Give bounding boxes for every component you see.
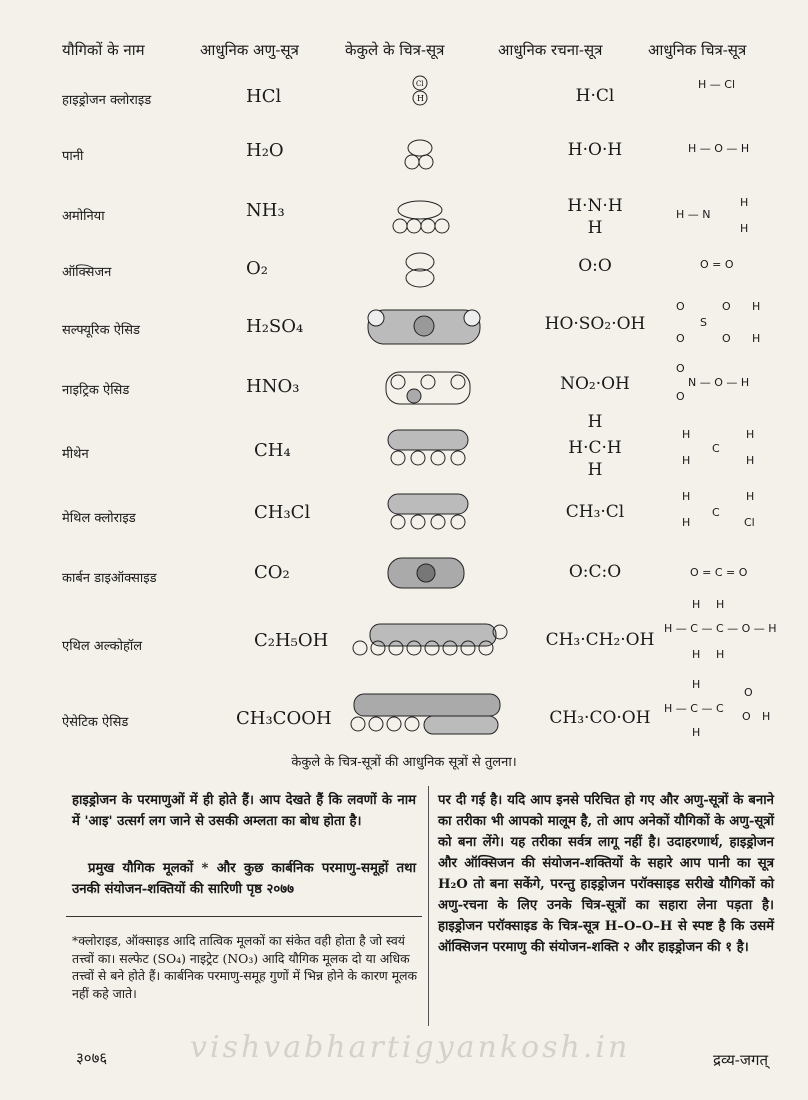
structural-formula-extra: H [587,460,603,480]
column-divider [428,786,429,1026]
structural-formula: H·Cl [575,86,615,106]
graphic-atom: H [692,648,701,661]
graphic-atom: H [746,428,755,441]
figure-caption: केकुले के चित्र-सूत्रों की आधुनिक सूत्रों से तुलना। [291,755,517,770]
graphic-atom: O [744,686,753,699]
graphic-formula: C [712,506,720,519]
graphic-formula: H — O — H [688,142,750,155]
kekule-diagram [350,618,510,666]
structural-formula: O:C:O [568,562,622,582]
structural-formula: O:O [578,256,612,276]
molecular-formula: CH₄ [254,440,291,461]
graphic-formula: N — O — H [688,376,750,389]
graphic-atom: O [676,362,685,375]
structural-formula: H·C·H [568,438,622,458]
graphic-formula: H — C — C — O — H [664,622,777,635]
graphic-atom: Cl [744,516,755,529]
molecular-formula: CH₃Cl [254,502,311,523]
svg-text:Cl: Cl [416,80,424,88]
compound-name: ऐसेटिक ऐसिड [62,715,129,730]
graphic-atom: H [692,726,701,739]
structural-formula: H·O·H [567,140,623,160]
running-title: द्रव्य-जगत् [713,1051,768,1069]
compound-name: मीथेन [62,447,89,462]
footnote-divider [66,916,422,917]
header-kekule: केकुले के चित्र-सूत्र [345,41,445,59]
graphic-atom: H [752,300,761,313]
structural-formula-extra: H [587,218,603,238]
graphic-atom: O [722,332,731,345]
kekule-diagram [380,492,476,536]
header-structural: आधुनिक रचना-सूत्र [498,41,603,59]
header-name: यौगिकों के नाम [62,41,145,59]
structural-formula-extra: H [587,412,603,432]
molecular-formula: CO₂ [254,562,290,583]
kekule-diagram [398,250,442,294]
footnote: *क्लोराइड, ऑक्साइड आदि तात्विक मूलकों का संकेत वही होता है जो स्वयं तत्त्वों का। सल्फेट (SO₄) नाइट्रेट (NO₃) आदि यौगिक मूलक दो या अधिक तत्त्वों से बने होते हैं। कार्बनिक परमाणु-समूह गुणों में भिन्न होने के कारण मूलक नहीं कहे जाते। [72,933,418,1001]
graphic-atom: H [752,332,761,345]
kekule-diagram [344,690,510,742]
graphic-atom: H [692,678,701,691]
kekule-diagram [395,136,445,176]
structural-formula: CH₃·Cl [565,502,625,522]
graphic-atom: H [682,428,691,441]
molecular-formula: HNO₃ [246,376,300,397]
graphic-atom: O [676,300,685,313]
graphic-atom: H [740,222,749,235]
header-graphic: आधुनिक चित्र-सूत्र [648,41,747,59]
molecular-formula: H₂O [246,140,284,161]
graphic-formula: H — C — C [664,702,724,715]
compound-name: अमोनिया [62,209,105,224]
compound-name: पानी [62,149,84,164]
graphic-formula: O = O [700,258,734,271]
structural-formula: NO₂·OH [560,374,630,394]
watermark: vishvabhartigyankosh.in [190,1030,631,1065]
molecular-formula: O₂ [246,258,268,279]
kekule-diagram [384,198,456,238]
graphic-atom: H [716,598,725,611]
kekule-diagram [384,554,468,594]
compound-name: एथिल अल्कोहॉल [62,639,143,654]
graphic-atom: H [716,648,725,661]
graphic-formula: H — N [676,208,711,221]
graphic-formula: O = C = O [690,566,748,579]
molecular-formula: NH₃ [246,200,285,221]
svg-text:H: H [417,94,424,103]
graphic-atom: H [682,454,691,467]
graphic-formula: S [700,316,707,329]
compound-name: मेथिल क्लोराइड [62,511,136,526]
graphic-atom: H [746,490,755,503]
compound-name: हाइड्रोजन क्लोराइड [62,93,152,108]
kekule-diagram [362,306,486,350]
molecular-formula: H₂SO₄ [246,316,304,337]
kekule-diagram [400,74,440,114]
compound-name: सल्फ्यूरिक ऐसिड [62,323,140,338]
graphic-formula: H — Cl [698,78,736,91]
left-column-paragraph-1: हाइड्रोजन के परमाणुओं में ही होते हैं। आप देखते हैं कि लवणों के नाम में 'आइ' उत्सर्ग लग जाने से उसकी अम्लता का बोध होता है। [72,793,416,829]
graphic-atom: H [746,454,755,467]
graphic-atom: H [682,516,691,529]
header-molecular: आधुनिक अणु-सूत्र [200,41,299,59]
graphic-formula: C [712,442,720,455]
graphic-atom: H [762,710,771,723]
structural-formula: CH₃·CH₂·OH [545,630,655,650]
molecular-formula: CH₃COOH [236,708,332,729]
graphic-atom: O [742,710,751,723]
kekule-diagram [380,368,476,412]
kekule-diagram [380,428,476,472]
molecular-formula: C₂H₅OH [254,630,329,651]
compound-name: नाइट्रिक ऐसिड [62,383,130,398]
graphic-atom: O [722,300,731,313]
structural-formula: H·N·H [567,196,623,216]
graphic-atom: H [692,598,701,611]
molecular-formula: HCl [246,86,282,107]
structural-formula: CH₃·CO·OH [549,708,651,728]
graphic-atom: H [740,196,749,209]
left-column-paragraph-2: प्रमुख यौगिक मूलकों * और कुछ कार्बनिक परमाणु-समूहों तथा उनकी संयोजन-शक्तियों की सारिणी पृष्ठ २०७७ [72,861,416,897]
graphic-atom: O [676,390,685,403]
compound-name: कार्बन डाइऑक्साइड [62,571,157,586]
compound-name: ऑक्सिजन [62,265,112,280]
structural-formula: HO·SO₂·OH [544,314,646,334]
graphic-atom: O [676,332,685,345]
right-column-text: पर दी गई है। यदि आप इनसे परिचित हो गए और अणु-सूत्रों के बनाने का तरीका भी आपको मालूम है, तो आप अनेकों यौगिकों के अणु-सूत्रों को बना लेंगे। यह तरीका सर्वत्र लागू नहीं है। उदाहरणार्थ, हाइड्रोजन और ऑक्सिजन की संयोजन-शक्तियों के सहारे आप पानी का सूत्र H₂O तो बना सकेंगे, परन्तु हाइड्रोजन परॉक्साइड सरीखे यौगिकों को अणु-रचना के लिए उनके चित्र-सूत्रों का सहारा लेना पड़ता है। हाइड्रोजन परॉक्साइड के चित्र-सूत्र H–O–O–H से स्पष्ट है कि उसमें ऑक्सिजन परमाणु की संयोजन-शक्ति २ और हाइड्रोजन की १ है। [438,793,774,955]
page-number: ३०७६ [76,1049,108,1067]
graphic-atom: H [682,490,691,503]
